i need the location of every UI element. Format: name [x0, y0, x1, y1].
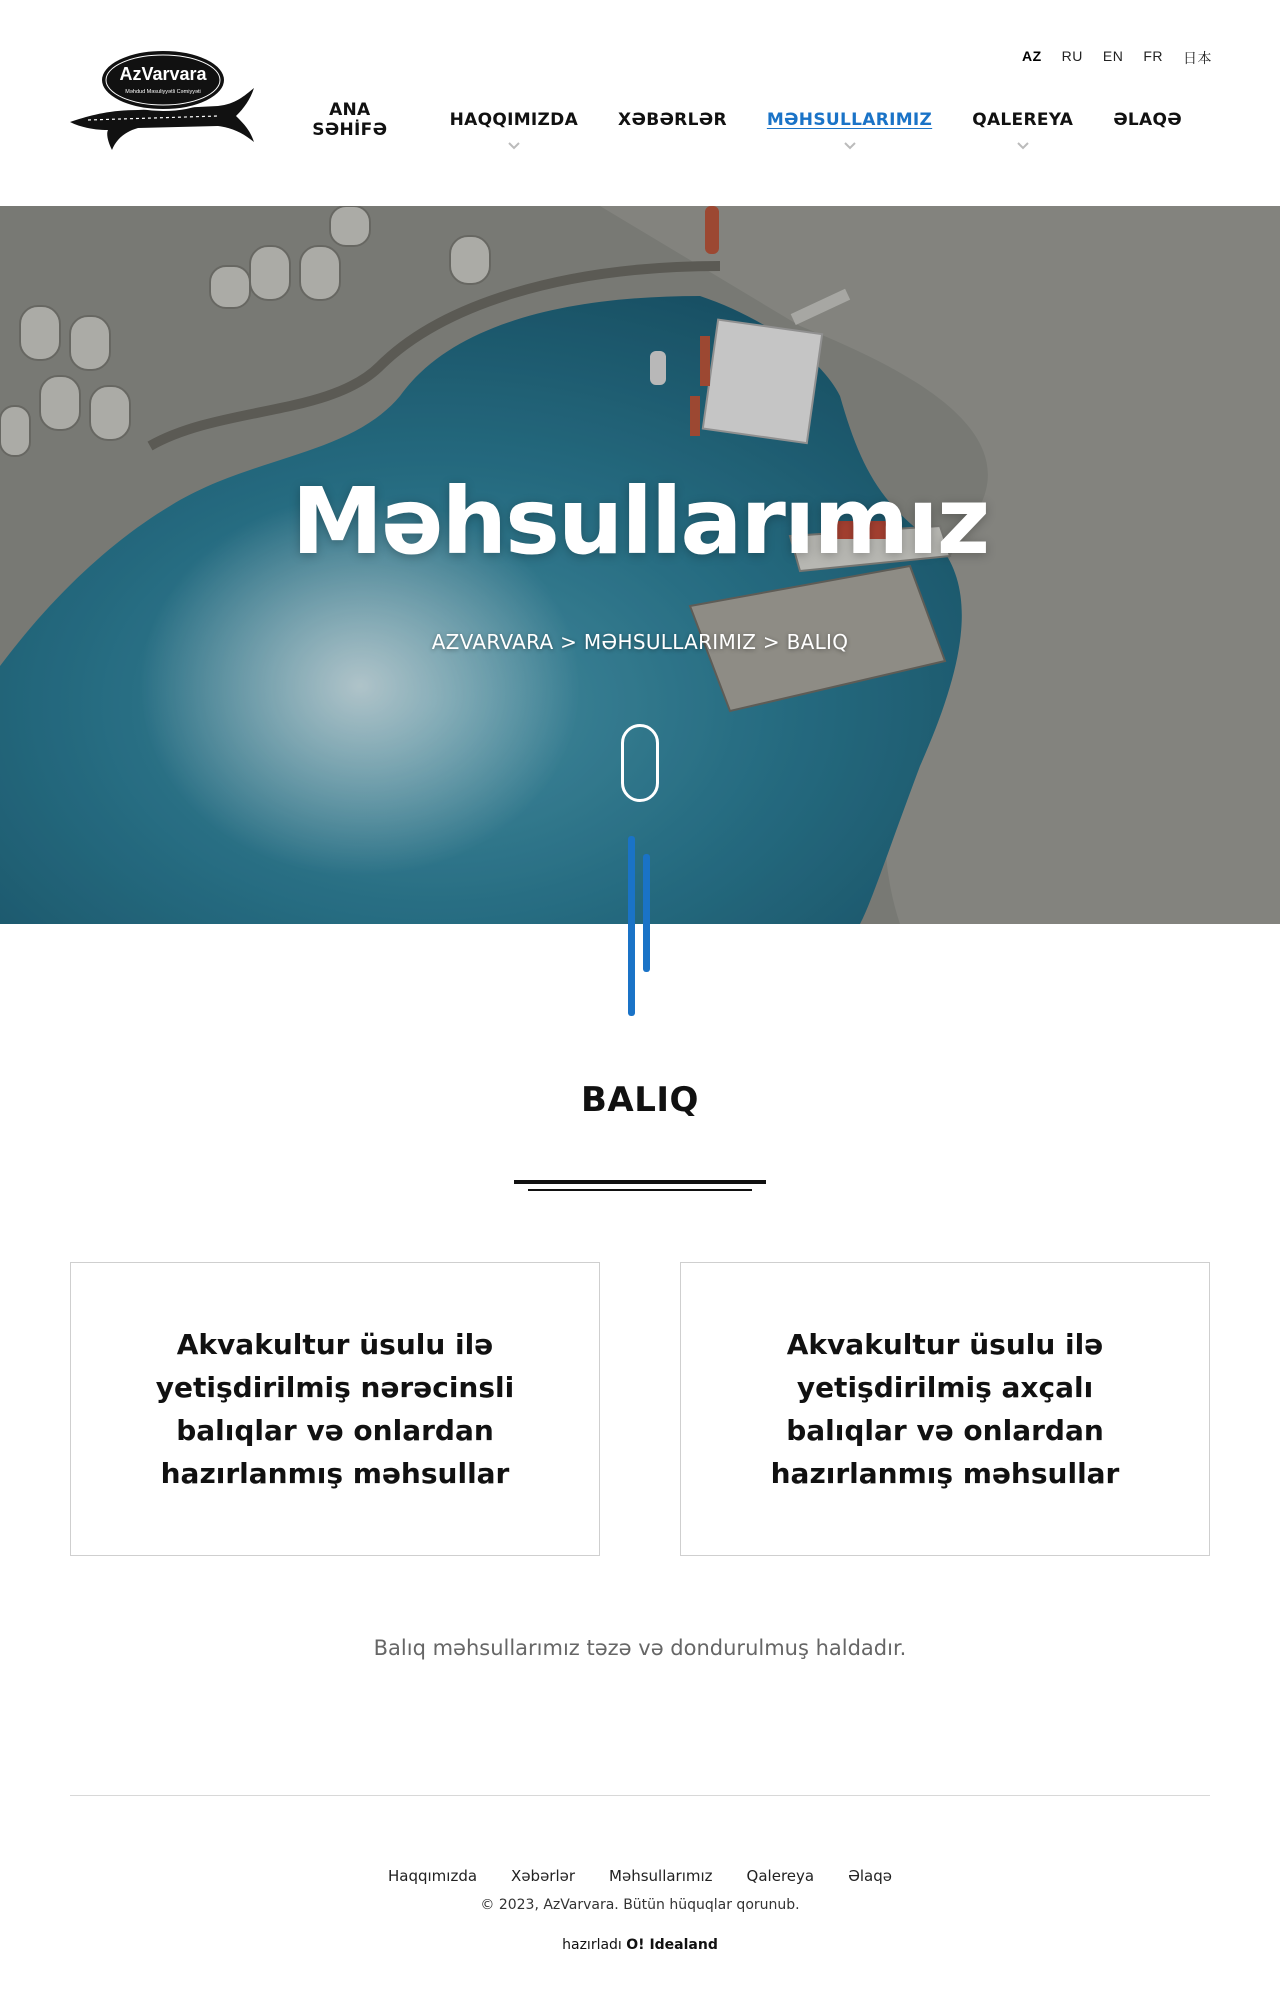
made-by-link[interactable]: O! Idealand — [626, 1937, 718, 1953]
made-by — [0, 1937, 1280, 1953]
footer-link-products[interactable]: Məhsullarımız — [609, 1867, 713, 1885]
product-card-text: Akvakultur üsulu ilə yetişdirilmiş nərəcinsli balıqlar və onlardan hazırlanmış məhsullar — [155, 1328, 515, 1490]
accent-line-left — [628, 836, 635, 1016]
accent-line-right — [643, 854, 650, 972]
lang-ru[interactable]: RU — [1061, 48, 1083, 64]
logo-brand-name: AzVarvara — [119, 64, 207, 84]
product-card-text: Akvakultur üsulu ilə yetişdirilmiş axçalı balıqlar və onlardan hazırlanmış məhsullar — [770, 1328, 1120, 1490]
scroll-down-icon[interactable] — [621, 724, 659, 802]
chevron-down-icon — [1017, 142, 1029, 150]
title-divider-thin — [528, 1189, 752, 1191]
footer-divider — [70, 1795, 1210, 1796]
footer-link-news[interactable]: Xəbərlər — [511, 1867, 576, 1885]
logo-brand-tagline: Məhdud Məsuliyyətli Cəmiyyəti — [125, 89, 201, 95]
lang-fr[interactable]: FR — [1143, 48, 1163, 64]
made-by-prefix: hazırladı — [562, 1937, 622, 1953]
copyright-text: © 2023, AzVarvara. Bütün hüquqlar qorunub. — [480, 1897, 800, 1913]
nav-item-label: ƏLAQƏ — [1113, 110, 1182, 130]
footer-link-contact[interactable]: Əlaqə — [848, 1867, 892, 1885]
title-divider — [514, 1180, 766, 1184]
lang-en[interactable]: EN — [1102, 48, 1124, 64]
product-card-scaly-fish[interactable] — [680, 1262, 1210, 1556]
nav-item-news[interactable] — [598, 104, 747, 136]
lang-ja[interactable]: 日本 — [1183, 50, 1212, 66]
nav-item-products[interactable] — [747, 104, 952, 136]
chevron-down-icon — [844, 142, 856, 150]
language-switcher — [1022, 48, 1212, 68]
nav-item-home[interactable] — [270, 94, 430, 146]
products-note: Balıq məhsullarımız təzə və dondurulmuş haldadır. — [373, 1636, 907, 1660]
nav-item-label: MƏHSULLARIMIZ — [766, 110, 933, 130]
breadcrumb: AZVARVARA > MƏHSULLARIMIZ > BALIQ — [431, 630, 849, 654]
hero-banner — [0, 206, 1280, 924]
chevron-down-icon — [508, 142, 520, 150]
footer-link-about[interactable]: Haqqımızda — [387, 1867, 478, 1885]
nav-item-label: ANA SƏHİFƏ — [312, 100, 388, 140]
nav-item-label: HAQQIMIZDA — [449, 110, 579, 130]
footer-link-gallery[interactable]: Qalereya — [746, 1867, 815, 1885]
product-card-sturgeon[interactable] — [70, 1262, 600, 1556]
page-title: Məhsullarımız — [291, 468, 989, 575]
lang-az[interactable]: AZ — [1021, 48, 1042, 64]
nav-item-gallery[interactable] — [952, 104, 1093, 136]
nav-item-label: QALEREYA — [972, 110, 1074, 130]
footer-links — [0, 1867, 1280, 1885]
site-header — [0, 0, 1280, 206]
nav-item-label: XƏBƏRLƏR — [618, 110, 727, 130]
main-nav — [270, 100, 1202, 140]
section-title: BALIQ — [581, 1080, 699, 1120]
sturgeon-logo-icon — [68, 46, 258, 156]
brand-logo[interactable] — [68, 46, 258, 156]
nav-item-about[interactable] — [430, 104, 598, 136]
nav-item-contact[interactable] — [1093, 104, 1202, 136]
